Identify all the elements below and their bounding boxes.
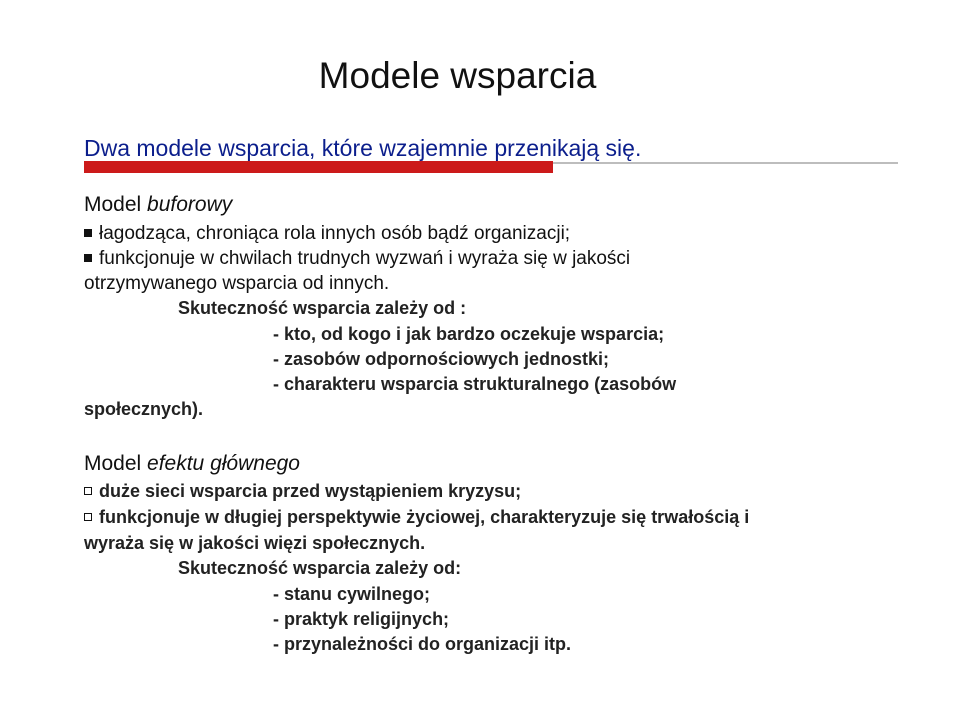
accent-bar <box>84 161 553 173</box>
model1-factor-1: - kto, od kogo i jak bardzo oczekuje wsparcia; <box>273 324 665 344</box>
model1-bullet-2-text: funkcjonuje w chwilach trudnych wyzwań i wyraża się w jakości <box>99 248 631 269</box>
model1-bullet-2 <box>84 246 630 271</box>
model1-factor-3-cont: społecznych). <box>84 399 204 419</box>
model2-bullet-2-text: funkcjonuje w długiej perspektywie życiowej, charakteryzuje się trwałością i <box>99 507 750 527</box>
page-title <box>0 53 959 99</box>
model1-bullet-1-text: łagodząca, chroniąca rola innych osób bądź organizacji; <box>99 223 571 244</box>
model1-bullet-1 <box>84 221 570 246</box>
page-title-text: Modele wsparcia <box>318 55 597 96</box>
model2-factor-3: - przynależności do organizacji itp. <box>273 634 572 654</box>
model2-factor-1: - stanu cywilnego; <box>273 584 431 604</box>
model1-heading-name: buforowy <box>147 193 233 216</box>
model1-bullet-2-cont: otrzymywanego wsparcia od innych. <box>84 273 390 294</box>
model2-bullet-2-cont: wyraża się w jakości więzi społecznych. <box>84 533 426 553</box>
model2-heading-prefix: Model <box>84 452 148 475</box>
model2-bullet-1 <box>84 479 521 504</box>
model2-heading <box>84 450 300 478</box>
model1-factor-2: - zasobów odpornościowych jednostki; <box>273 349 610 369</box>
model1-factor-3: - charakteru wsparcia strukturalnego (zasobów <box>273 374 677 394</box>
model2-factor-2: - praktyk religijnych; <box>273 609 450 629</box>
model1-heading <box>84 191 232 219</box>
model2-effect-intro: Skuteczność wsparcia zależy od: <box>178 558 462 578</box>
model2-heading-name: efektu głównego <box>147 452 300 475</box>
model1-effect-intro: Skuteczność wsparcia zależy od : <box>178 298 467 318</box>
model2-bullet-1-text: duże sieci wsparcia przed wystąpieniem kryzysu; <box>99 481 522 501</box>
subtitle: Dwa modele wsparcia, które wzajemnie przenikają się. <box>84 135 642 161</box>
model2-bullet-2 <box>84 505 749 530</box>
model1-heading-prefix: Model <box>84 193 148 216</box>
